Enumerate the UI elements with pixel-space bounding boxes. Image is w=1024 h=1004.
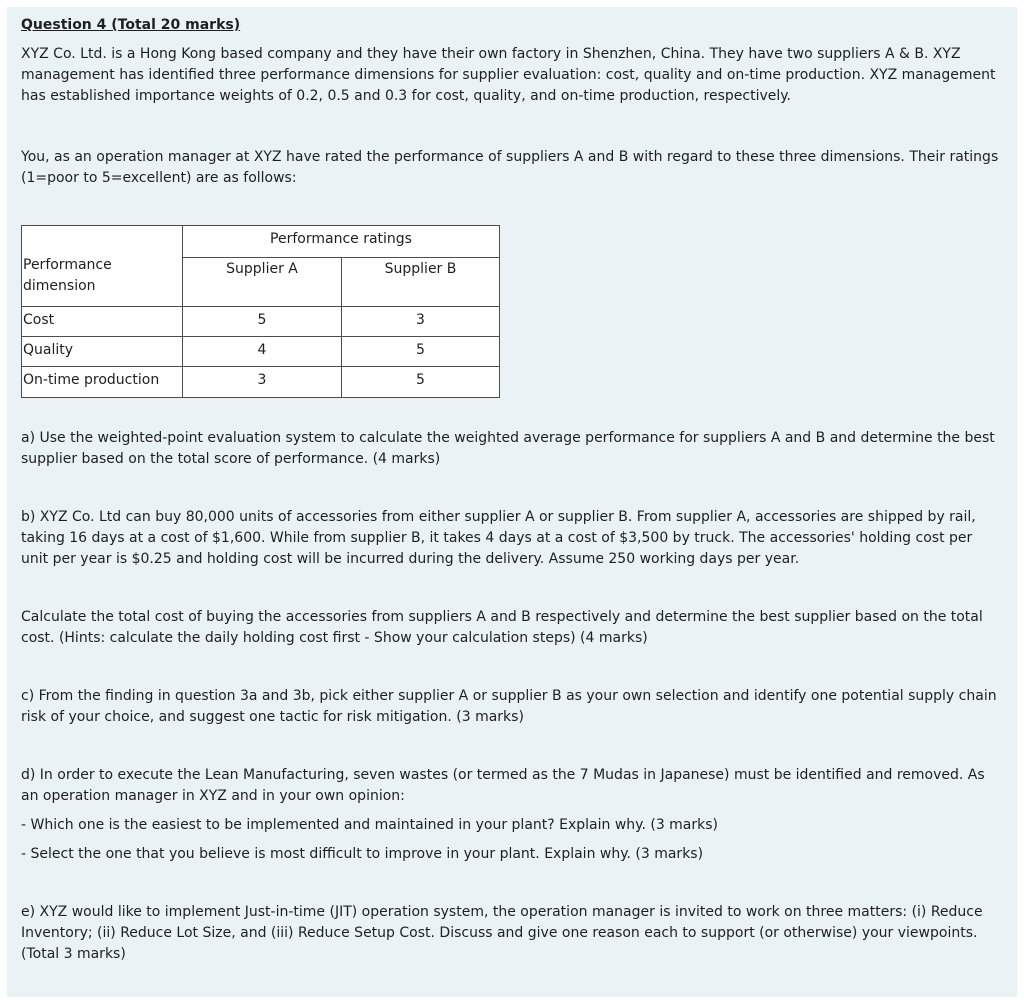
ratings-paragraph: You, as an operation manager at XYZ have rated the performance of suppliers A and B with regard to these three dimensions. Their ratings (1=poor to 5=excellent) are as follows: <box>21 149 999 186</box>
intro-paragraph: XYZ Co. Ltd. is a Hong Kong based company and they have their own factory in Shenzhen, China. They have two suppliers A & B. XYZ management has identified three performance dimensions for supplier evaluation: cost, quality and on-time production. XYZ management has established importance weights of 0.2, 0.5 and 0.3 for cost, quality, and on-time production, respectively. <box>21 46 996 104</box>
question-panel <box>6 6 1018 998</box>
quality-supplier-b-rating: 5 <box>416 342 425 358</box>
performance-ratings-table <box>21 225 500 398</box>
cost-supplier-a-rating: 5 <box>257 312 267 328</box>
question-heading: Question 4 (Total 20 marks) <box>21 17 241 33</box>
part-a-paragraph: a) Use the weighted-point evaluation system to calculate the weighted average performance for suppliers A and B and determine the best supplier based on the total score of performance. (4 marks) <box>21 430 995 467</box>
quality-supplier-a-rating: 4 <box>257 342 267 358</box>
part-d-bullet-most-difficult: - Select the one that you believe is most difficult to improve in your plant. Explain why. (3 marks) <box>21 846 704 862</box>
row-dimension-quality: Quality <box>23 342 74 358</box>
cost-supplier-b-rating: 3 <box>416 312 425 328</box>
on-time-supplier-a-rating: 3 <box>257 372 267 388</box>
header-performance-ratings: Performance ratings <box>270 231 412 247</box>
part-d-paragraph: d) In order to execute the Lean Manufacturing, seven wastes (or termed as the 7 Mudas in Japanese) must be identified and removed. As an operation manager in XYZ and in your own opinion: <box>21 767 985 804</box>
row-dimension-on-time: On-time production <box>23 372 160 388</box>
header-supplier-b: Supplier B <box>384 261 457 277</box>
header-performance-dimension: Performance dimension <box>23 257 112 294</box>
part-d-bullet-easiest: - Which one is the easiest to be implemented and maintained in your plant? Explain why. (3 marks) <box>21 817 719 833</box>
header-supplier-a: Supplier A <box>226 261 298 277</box>
part-b-paragraph: b) XYZ Co. Ltd can buy 80,000 units of accessories from either supplier A or supplier B. From supplier A, accessories are shipped by rail, taking 16 days at a cost of $1,600. While from supplier B, it takes 4 days at a cost of $3,500 by truck. The accessories' holding cost per unit per year is $0.25 and holding cost will be incurred during the delivery. Assume 250 working days per year. <box>21 509 976 567</box>
part-c-paragraph: c) From the finding in question 3a and 3b, pick either supplier A or supplier B as your own selection and identify one potential supply chain risk of your choice, and suggest one tactic for risk mitigation. (3 marks) <box>21 688 997 725</box>
part-b-calculation-paragraph: Calculate the total cost of buying the accessories from suppliers A and B respectively and determine the best supplier based on the total cost. (Hints: calculate the daily holding cost first - Show your calculation steps) (4 marks) <box>21 609 983 646</box>
part-e-paragraph: e) XYZ would like to implement Just-in-time (JIT) operation system, the operation manager is invited to work on three matters: (i) Reduce Inventory; (ii) Reduce Lot Size, and (iii) Reduce Setup Cost. Discuss and give one reason each to support (or otherwise) your viewpoints. (Total 3 marks) <box>21 904 983 962</box>
on-time-supplier-b-rating: 5 <box>416 372 425 388</box>
row-dimension-cost: Cost <box>23 312 55 328</box>
